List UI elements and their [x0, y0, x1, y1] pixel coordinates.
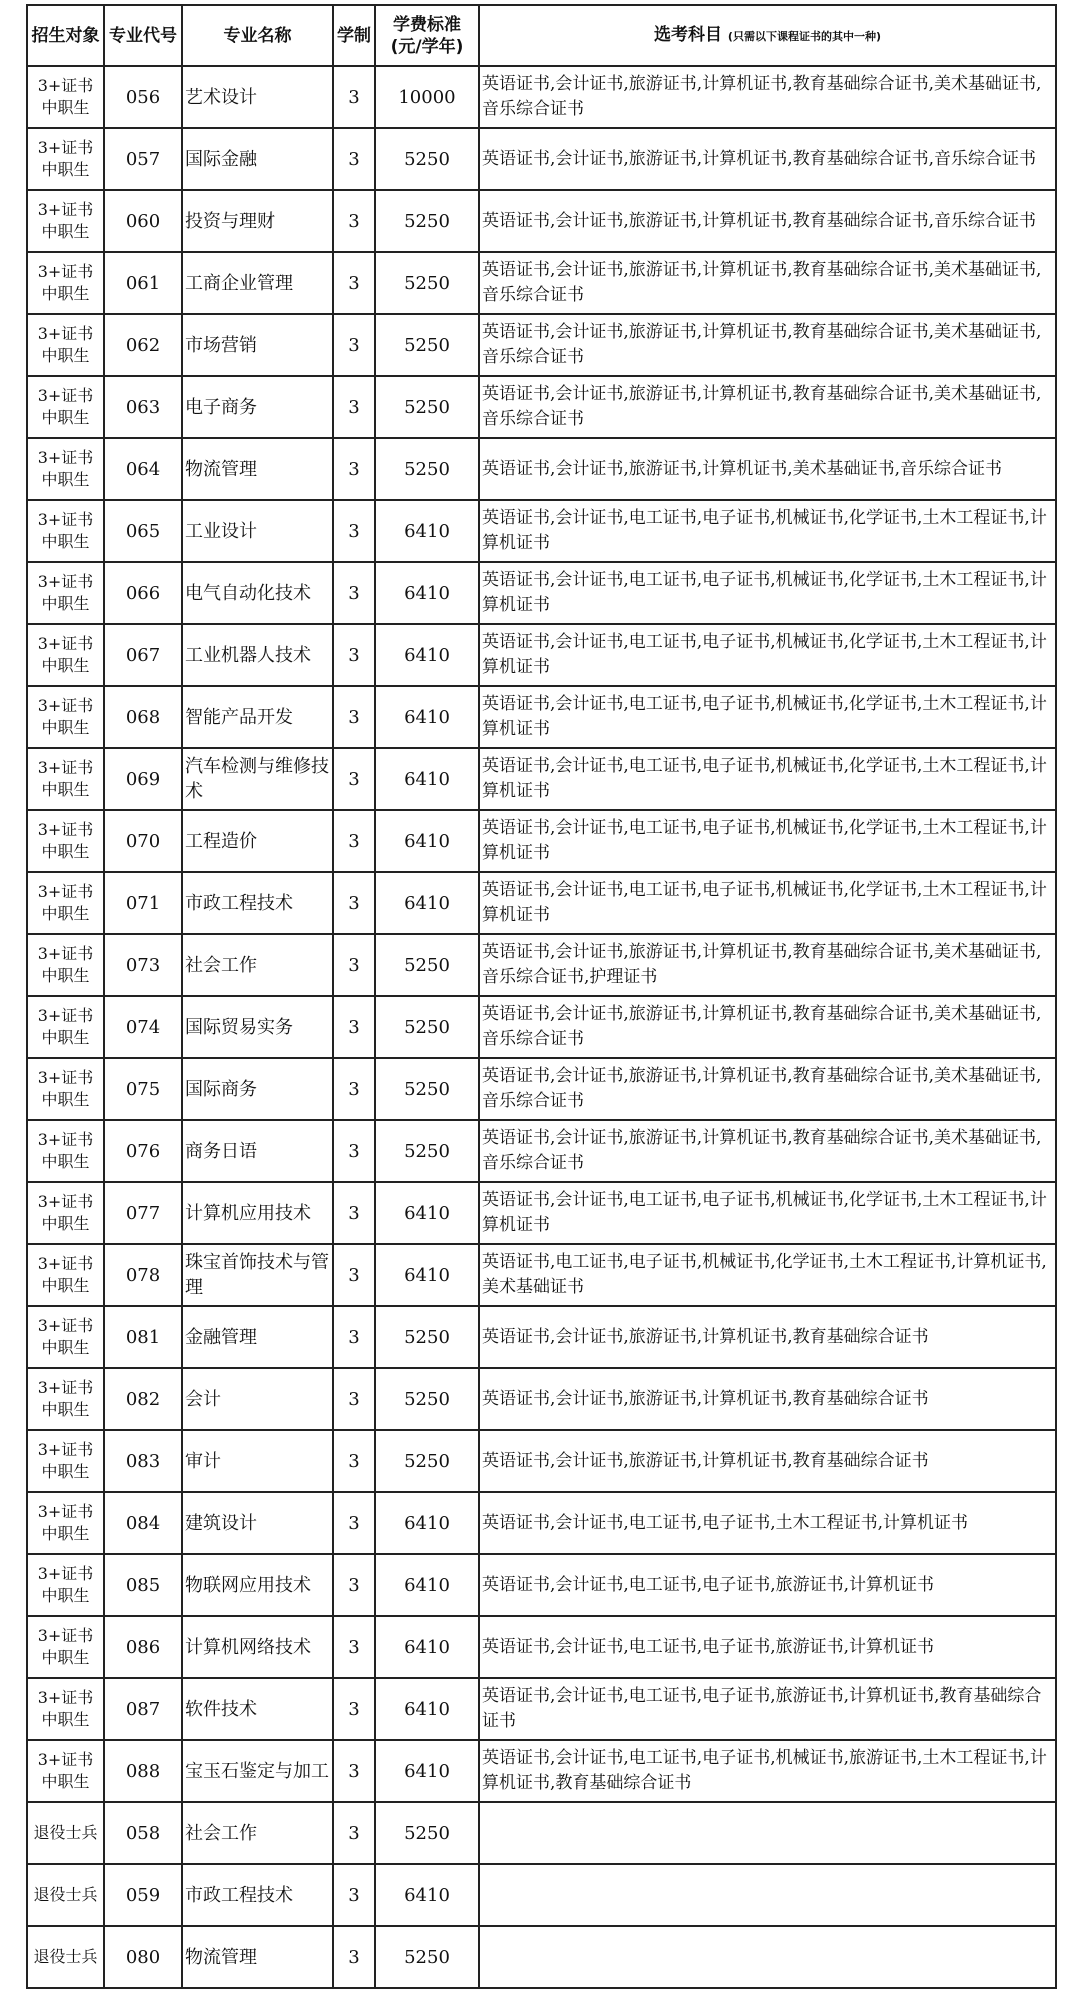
header-subjects-label: 选考科目 [654, 24, 722, 45]
table-row [27, 1368, 1056, 1430]
cell-fee: 5250 [375, 1926, 479, 1988]
cell-name: 国际商务 [182, 1058, 333, 1120]
table-row [27, 872, 1056, 934]
table-row [27, 1678, 1056, 1740]
cell-fee: 5250 [375, 1120, 479, 1182]
cell-target: 3+证书 中职生 [27, 810, 104, 872]
cell-subjects: 英语证书,会计证书,电工证书,电子证书,机械证书,化学证书,土木工程证书,计算机证书 [479, 748, 1056, 810]
cell-subjects: 英语证书,电工证书,电子证书,机械证书,化学证书,土木工程证书,计算机证书,美术基础证书 [479, 1244, 1056, 1306]
cell-name: 会计 [182, 1368, 333, 1430]
cell-fee: 5250 [375, 314, 479, 376]
table-row [27, 624, 1056, 686]
cell-years: 3 [333, 438, 375, 500]
cell-code: 084 [104, 1492, 182, 1554]
cell-years: 3 [333, 1182, 375, 1244]
cell-code: 065 [104, 500, 182, 562]
cell-target: 3+证书 中职生 [27, 686, 104, 748]
cell-name: 商务日语 [182, 1120, 333, 1182]
cell-years: 3 [333, 500, 375, 562]
cell-target: 3+证书 中职生 [27, 996, 104, 1058]
cell-subjects [479, 1802, 1056, 1864]
cell-years: 3 [333, 314, 375, 376]
cell-target: 3+证书 中职生 [27, 190, 104, 252]
cell-name: 智能产品开发 [182, 686, 333, 748]
cell-subjects: 英语证书,会计证书,电工证书,电子证书,旅游证书,计算机证书 [479, 1616, 1056, 1678]
table-row [27, 1864, 1056, 1926]
cell-code: 060 [104, 190, 182, 252]
cell-code: 062 [104, 314, 182, 376]
cell-target: 3+证书 中职生 [27, 1368, 104, 1430]
cell-subjects: 英语证书,会计证书,电工证书,电子证书,旅游证书,计算机证书 [479, 1554, 1056, 1616]
cell-target: 退役士兵 [27, 1802, 104, 1864]
cell-years: 3 [333, 128, 375, 190]
cell-subjects: 英语证书,会计证书,旅游证书,计算机证书,教育基础综合证书,美术基础证书,音乐综合证书 [479, 314, 1056, 376]
cell-name: 金融管理 [182, 1306, 333, 1368]
cell-years: 3 [333, 1368, 375, 1430]
cell-fee: 5250 [375, 1802, 479, 1864]
cell-subjects: 英语证书,会计证书,电工证书,电子证书,机械证书,化学证书,土木工程证书,计算机证书 [479, 624, 1056, 686]
cell-years: 3 [333, 1430, 375, 1492]
cell-subjects: 英语证书,会计证书,旅游证书,计算机证书,教育基础综合证书,美术基础证书,音乐综合证书 [479, 1058, 1056, 1120]
table-row [27, 314, 1056, 376]
table-row [27, 996, 1056, 1058]
cell-subjects: 英语证书,会计证书,旅游证书,计算机证书,教育基础综合证书,美术基础证书,音乐综合证书 [479, 996, 1056, 1058]
cell-fee: 5250 [375, 128, 479, 190]
cell-subjects: 英语证书,会计证书,电工证书,电子证书,机械证书,化学证书,土木工程证书,计算机证书 [479, 872, 1056, 934]
cell-name: 市政工程技术 [182, 1864, 333, 1926]
cell-code: 061 [104, 252, 182, 314]
cell-subjects: 英语证书,会计证书,电工证书,电子证书,机械证书,旅游证书,土木工程证书,计算机证书,教育基础综合证书 [479, 1740, 1056, 1802]
table-row [27, 128, 1056, 190]
cell-subjects: 英语证书,会计证书,电工证书,电子证书,机械证书,化学证书,土木工程证书,计算机证书 [479, 686, 1056, 748]
cell-code: 073 [104, 934, 182, 996]
cell-target: 3+证书 中职生 [27, 1678, 104, 1740]
cell-fee: 5250 [375, 934, 479, 996]
cell-target: 3+证书 中职生 [27, 66, 104, 128]
cell-target: 3+证书 中职生 [27, 1058, 104, 1120]
cell-years: 3 [333, 934, 375, 996]
cell-code: 059 [104, 1864, 182, 1926]
table-row [27, 1306, 1056, 1368]
cell-years: 3 [333, 1802, 375, 1864]
table-row [27, 1926, 1056, 1988]
cell-name: 珠宝首饰技术与管理 [182, 1244, 333, 1306]
cell-code: 070 [104, 810, 182, 872]
cell-subjects: 英语证书,会计证书,电工证书,电子证书,机械证书,化学证书,土木工程证书,计算机证书 [479, 562, 1056, 624]
table-row [27, 1802, 1056, 1864]
cell-years: 3 [333, 624, 375, 686]
table-row [27, 1616, 1056, 1678]
cell-name: 电子商务 [182, 376, 333, 438]
table-row [27, 1182, 1056, 1244]
cell-code: 078 [104, 1244, 182, 1306]
cell-code: 082 [104, 1368, 182, 1430]
cell-subjects: 英语证书,会计证书,旅游证书,计算机证书,教育基础综合证书,音乐综合证书 [479, 190, 1056, 252]
cell-target: 3+证书 中职生 [27, 934, 104, 996]
table-row [27, 1120, 1056, 1182]
cell-name: 市政工程技术 [182, 872, 333, 934]
cell-code: 081 [104, 1306, 182, 1368]
cell-target: 3+证书 中职生 [27, 1740, 104, 1802]
cell-years: 3 [333, 686, 375, 748]
header-subjects-note: (只需以下课程证书的其中一种) [727, 29, 881, 43]
cell-fee: 5250 [375, 1306, 479, 1368]
table-row [27, 1430, 1056, 1492]
cell-fee: 6410 [375, 1740, 479, 1802]
cell-target: 3+证书 中职生 [27, 872, 104, 934]
cell-name: 建筑设计 [182, 1492, 333, 1554]
table-row [27, 376, 1056, 438]
cell-code: 087 [104, 1678, 182, 1740]
cell-target: 3+证书 中职生 [27, 624, 104, 686]
cell-fee: 6410 [375, 748, 479, 810]
cell-years: 3 [333, 810, 375, 872]
table-row [27, 562, 1056, 624]
cell-fee: 5250 [375, 438, 479, 500]
cell-fee: 6410 [375, 1864, 479, 1926]
cell-fee: 6410 [375, 1244, 479, 1306]
cell-code: 080 [104, 1926, 182, 1988]
cell-code: 056 [104, 66, 182, 128]
cell-years: 3 [333, 1926, 375, 1988]
cell-code: 071 [104, 872, 182, 934]
cell-years: 3 [333, 1678, 375, 1740]
cell-name: 工业机器人技术 [182, 624, 333, 686]
cell-years: 3 [333, 1244, 375, 1306]
cell-name: 电气自动化技术 [182, 562, 333, 624]
table-row [27, 500, 1056, 562]
header-name: 专业名称 [182, 5, 333, 66]
cell-target: 退役士兵 [27, 1864, 104, 1926]
cell-name: 工程造价 [182, 810, 333, 872]
cell-code: 058 [104, 1802, 182, 1864]
cell-years: 3 [333, 872, 375, 934]
cell-subjects: 英语证书,会计证书,旅游证书,计算机证书,教育基础综合证书 [479, 1306, 1056, 1368]
header-years: 学制 [333, 5, 375, 66]
cell-name: 计算机网络技术 [182, 1616, 333, 1678]
cell-code: 085 [104, 1554, 182, 1616]
cell-years: 3 [333, 996, 375, 1058]
cell-subjects: 英语证书,会计证书,旅游证书,计算机证书,教育基础综合证书,音乐综合证书 [479, 128, 1056, 190]
admissions-table [26, 4, 1057, 1989]
cell-years: 3 [333, 1306, 375, 1368]
cell-years: 3 [333, 1554, 375, 1616]
cell-target: 3+证书 中职生 [27, 252, 104, 314]
cell-fee: 6410 [375, 1616, 479, 1678]
cell-target: 3+证书 中职生 [27, 1430, 104, 1492]
header-fee: 学费标准 (元/学年) [375, 5, 479, 66]
cell-target: 3+证书 中职生 [27, 1554, 104, 1616]
cell-fee: 6410 [375, 810, 479, 872]
cell-name: 审计 [182, 1430, 333, 1492]
cell-code: 075 [104, 1058, 182, 1120]
cell-target: 3+证书 中职生 [27, 1306, 104, 1368]
cell-name: 物流管理 [182, 1926, 333, 1988]
cell-subjects: 英语证书,会计证书,旅游证书,计算机证书,教育基础综合证书 [479, 1430, 1056, 1492]
cell-code: 067 [104, 624, 182, 686]
cell-subjects: 英语证书,会计证书,旅游证书,计算机证书,教育基础综合证书,美术基础证书,音乐综合证书 [479, 376, 1056, 438]
cell-name: 物流管理 [182, 438, 333, 500]
cell-name: 软件技术 [182, 1678, 333, 1740]
cell-fee: 6410 [375, 1678, 479, 1740]
cell-subjects: 英语证书,会计证书,旅游证书,计算机证书,教育基础综合证书,美术基础证书,音乐综合证书 [479, 1120, 1056, 1182]
cell-years: 3 [333, 190, 375, 252]
cell-name: 宝玉石鉴定与加工 [182, 1740, 333, 1802]
cell-code: 088 [104, 1740, 182, 1802]
cell-target: 3+证书 中职生 [27, 1182, 104, 1244]
cell-subjects: 英语证书,会计证书,旅游证书,计算机证书,教育基础综合证书,美术基础证书,音乐综合证书 [479, 252, 1056, 314]
cell-years: 3 [333, 1058, 375, 1120]
table-row [27, 1740, 1056, 1802]
cell-fee: 5250 [375, 996, 479, 1058]
cell-target: 3+证书 中职生 [27, 438, 104, 500]
cell-years: 3 [333, 66, 375, 128]
cell-fee: 6410 [375, 1554, 479, 1616]
table-row [27, 66, 1056, 128]
cell-name: 投资与理财 [182, 190, 333, 252]
cell-code: 057 [104, 128, 182, 190]
table-row [27, 190, 1056, 252]
cell-years: 3 [333, 1864, 375, 1926]
cell-subjects: 英语证书,会计证书,电工证书,电子证书,机械证书,化学证书,土木工程证书,计算机证书 [479, 500, 1056, 562]
cell-subjects: 英语证书,会计证书,电工证书,电子证书,机械证书,化学证书,土木工程证书,计算机证书 [479, 810, 1056, 872]
cell-fee: 5250 [375, 1058, 479, 1120]
cell-years: 3 [333, 748, 375, 810]
cell-code: 064 [104, 438, 182, 500]
table-row [27, 252, 1056, 314]
cell-name: 工商企业管理 [182, 252, 333, 314]
cell-years: 3 [333, 1120, 375, 1182]
cell-name: 工业设计 [182, 500, 333, 562]
cell-target: 3+证书 中职生 [27, 1244, 104, 1306]
cell-years: 3 [333, 376, 375, 438]
cell-subjects: 英语证书,会计证书,旅游证书,计算机证书,教育基础综合证书,美术基础证书,音乐综合证书,护理证书 [479, 934, 1056, 996]
cell-name: 艺术设计 [182, 66, 333, 128]
cell-code: 068 [104, 686, 182, 748]
cell-target: 退役士兵 [27, 1926, 104, 1988]
table-row [27, 748, 1056, 810]
cell-target: 3+证书 中职生 [27, 562, 104, 624]
cell-fee: 5250 [375, 1430, 479, 1492]
cell-fee: 6410 [375, 1182, 479, 1244]
cell-fee: 6410 [375, 686, 479, 748]
cell-fee: 6410 [375, 500, 479, 562]
header-subjects [479, 5, 1056, 66]
cell-fee: 5250 [375, 252, 479, 314]
table-row [27, 686, 1056, 748]
table-row [27, 1244, 1056, 1306]
cell-subjects: 英语证书,会计证书,旅游证书,计算机证书,教育基础综合证书,美术基础证书,音乐综合证书 [479, 66, 1056, 128]
cell-subjects: 英语证书,会计证书,旅游证书,计算机证书,教育基础综合证书 [479, 1368, 1056, 1430]
cell-name: 物联网应用技术 [182, 1554, 333, 1616]
cell-subjects [479, 1926, 1056, 1988]
cell-years: 3 [333, 562, 375, 624]
cell-target: 3+证书 中职生 [27, 1492, 104, 1554]
cell-name: 国际金融 [182, 128, 333, 190]
cell-target: 3+证书 中职生 [27, 128, 104, 190]
cell-years: 3 [333, 1492, 375, 1554]
cell-years: 3 [333, 1616, 375, 1678]
cell-subjects: 英语证书,会计证书,电工证书,电子证书,旅游证书,计算机证书,教育基础综合证书 [479, 1678, 1056, 1740]
cell-fee: 5250 [375, 1368, 479, 1430]
cell-code: 074 [104, 996, 182, 1058]
cell-fee: 6410 [375, 1492, 479, 1554]
cell-fee: 5250 [375, 376, 479, 438]
cell-fee: 6410 [375, 624, 479, 686]
table-row [27, 1492, 1056, 1554]
cell-code: 086 [104, 1616, 182, 1678]
cell-name: 汽车检测与维修技术 [182, 748, 333, 810]
cell-name: 计算机应用技术 [182, 1182, 333, 1244]
cell-fee: 5250 [375, 190, 479, 252]
cell-code: 077 [104, 1182, 182, 1244]
cell-target: 3+证书 中职生 [27, 1120, 104, 1182]
cell-subjects: 英语证书,会计证书,电工证书,电子证书,机械证书,化学证书,土木工程证书,计算机证书 [479, 1182, 1056, 1244]
cell-years: 3 [333, 252, 375, 314]
cell-years: 3 [333, 1740, 375, 1802]
cell-target: 3+证书 中职生 [27, 1616, 104, 1678]
table-row [27, 934, 1056, 996]
cell-fee: 6410 [375, 562, 479, 624]
cell-target: 3+证书 中职生 [27, 500, 104, 562]
cell-name: 国际贸易实务 [182, 996, 333, 1058]
cell-fee: 10000 [375, 66, 479, 128]
cell-code: 083 [104, 1430, 182, 1492]
cell-fee: 6410 [375, 872, 479, 934]
cell-target: 3+证书 中职生 [27, 748, 104, 810]
cell-code: 063 [104, 376, 182, 438]
table-row [27, 810, 1056, 872]
cell-target: 3+证书 中职生 [27, 314, 104, 376]
cell-subjects: 英语证书,会计证书,电工证书,电子证书,土木工程证书,计算机证书 [479, 1492, 1056, 1554]
cell-target: 3+证书 中职生 [27, 376, 104, 438]
cell-subjects [479, 1864, 1056, 1926]
cell-code: 076 [104, 1120, 182, 1182]
header-code: 专业代号 [104, 5, 182, 66]
cell-subjects: 英语证书,会计证书,旅游证书,计算机证书,美术基础证书,音乐综合证书 [479, 438, 1056, 500]
cell-code: 069 [104, 748, 182, 810]
cell-name: 市场营销 [182, 314, 333, 376]
table-row [27, 1058, 1056, 1120]
table-header-row [27, 5, 1056, 66]
table-row [27, 438, 1056, 500]
header-target: 招生对象 [27, 5, 104, 66]
cell-name: 社会工作 [182, 1802, 333, 1864]
table-row [27, 1554, 1056, 1616]
cell-name: 社会工作 [182, 934, 333, 996]
cell-code: 066 [104, 562, 182, 624]
